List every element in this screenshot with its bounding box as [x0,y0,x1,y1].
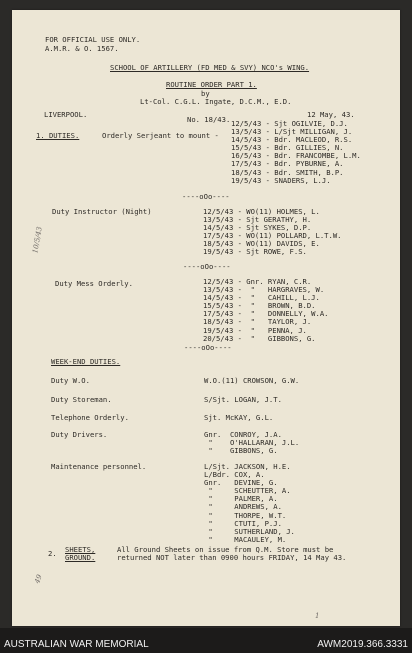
roster-line: " SCHEUTTER, A. [204,486,291,496]
drivers-list [204,431,299,455]
maintenance-label: Maintenance personnel. [51,462,147,471]
duty-instructor-list [203,208,341,257]
reference: A.M.R. & O. 1567. [45,44,119,53]
roster-line: 16/5/43 - Bdr. FRANCOMBE, L.M. [231,151,361,161]
storeman-label: Duty Storeman. [51,395,112,404]
drivers-label: Duty Drivers. [51,430,108,439]
handwritten-mark: 49 [33,573,44,585]
roster-line: Gnr. CONROY, J.A. [204,430,282,439]
duty-wo-value: W.O.(11) CROWSON, G.W. [204,376,300,385]
separator: ----oOo---- [184,343,232,352]
roster-line: 17/5/43 - WO(11) POLLARD, L.T.W. [203,231,342,241]
roster-line: 13/5/43 - L/Sjt MILLIGAN, J. [231,127,353,137]
school-title: SCHOOL OF ARTILLERY (FD MED & SVY) NCO's WING. [110,63,310,72]
classification: FOR OFFICIAL USE ONLY. [45,35,141,44]
duties-heading: 1. DUTIES. [36,131,80,140]
duty-instructor-label: Duty Instructor (Night) [52,207,152,216]
separator: ----oOo---- [182,192,230,201]
mess-orderly-list [203,278,329,343]
roster-line: 14/5/43 - Sjt SYKES, D.P. [203,223,312,233]
page-mark: 1 [315,612,320,620]
separator: ----oOo---- [183,262,231,271]
roster-line: 15/5/43 - Bdr. GILLIES, N. [231,143,344,153]
roster-line: " GIBBONS, G. [204,446,278,456]
sheets-heading-2: GROUND. [65,553,96,562]
roster-line: 14/5/43 - " CAHILL, L.J. [203,293,320,303]
roster-line: " ANDREWS, A. [204,502,282,512]
location: LIVERPOOL. [44,110,88,119]
archive-name: AUSTRALIAN WAR MEMORIAL [4,639,149,650]
sheets-text-2: returned NOT later than 0900 hours FRIDAY, 14 May 43. [117,553,347,562]
handwritten-annotation: 10/5/43 [31,226,44,254]
archive-id: AWM2019.366.3331 [317,639,408,650]
roster-line: 14/5/43 - Bdr. MACLEOD, R.S. [231,135,353,145]
roster-line: 12/5/43 - WO(11) HOLMES, L. [203,207,320,216]
author-line: Lt-Col. C.G.L. Ingate, D.C.M., E.D. [140,97,292,106]
roster-line: " SUTHERLAND, J. [204,526,295,536]
by-line: by [201,89,210,98]
roster-line: " THORPE, W.T. [204,510,287,520]
roster-line: 19/5/43 - SNADERS, L.J. [231,175,331,185]
telephone-label: Telephone Orderly. [51,413,129,422]
roster-line: 18/5/43 - " TAYLOR, J. [203,317,312,327]
roster-line: " PALMER, A. [204,494,278,504]
sheets-number: 2. [48,549,57,558]
roster-line: 13/5/43 - Sjt GERATHY, H. [203,215,312,225]
order-title: ROUTINE ORDER PART 1. [166,80,257,89]
roster-line: " O'HALLARAN, J.L. [204,438,300,448]
sheets-heading: SHEETS, [65,545,96,554]
roster-line: 18/5/43 - Bdr. SMITH, B.P. [231,167,344,177]
roster-line: " MACAULEY, M. [204,534,287,544]
orderly-serjeant-label: Orderly Serjeant to mount - [102,131,219,140]
roster-line: 13/5/43 - " HARGRAVES, W. [203,285,325,295]
roster-line: 19/5/43 - Sjt ROWE, F.S. [203,247,307,257]
roster-line: L/Bdr. COX, A. [204,470,265,480]
roster-line: " CTUTI, P.J. [204,518,282,528]
roster-line: 12/5/43 - Sjt OGILVIE, D.J. [231,119,348,128]
roster-line: 15/5/43 - " BROWN, B.D. [203,301,316,311]
order-number: No. 18/43. [187,115,231,124]
document-page [12,10,400,626]
roster-line: L/Sjt. JACKSON, H.E. [204,462,291,471]
roster-line: 19/5/43 - " PENNA, J. [203,325,307,335]
roster-line: 20/5/43 - " GIBBONS, G. [203,333,316,343]
weekend-heading: WEEK-END DUTIES. [51,357,121,366]
roster-line: Gnr. DEVINE, G. [204,478,278,488]
sheets-text: All Ground Sheets on issue from Q.M. Store must be [117,545,334,554]
telephone-value: Sjt. McKAY, G.L. [204,413,274,422]
storeman-value: S/Sjt. LOGAN, J.T. [204,395,282,404]
orderly-serjeant-list [231,120,361,185]
roster-line: 17/5/43 - Bdr. PYBURNE, A. [231,159,344,169]
duty-wo-label: Duty W.O. [51,376,90,385]
maintenance-list [204,463,295,544]
archive-footer [0,628,412,653]
roster-line: 12/5/43 - Gnr. RYAN, C.R. [203,277,312,286]
mess-orderly-label: Duty Mess Orderly. [55,279,133,288]
roster-line: 18/5/43 - WO(11) DAVIDS, E. [203,239,320,249]
order-date: 12 May, 43. [307,110,355,119]
roster-line: 17/5/43 - " DONNELLY, W.A. [203,309,329,319]
